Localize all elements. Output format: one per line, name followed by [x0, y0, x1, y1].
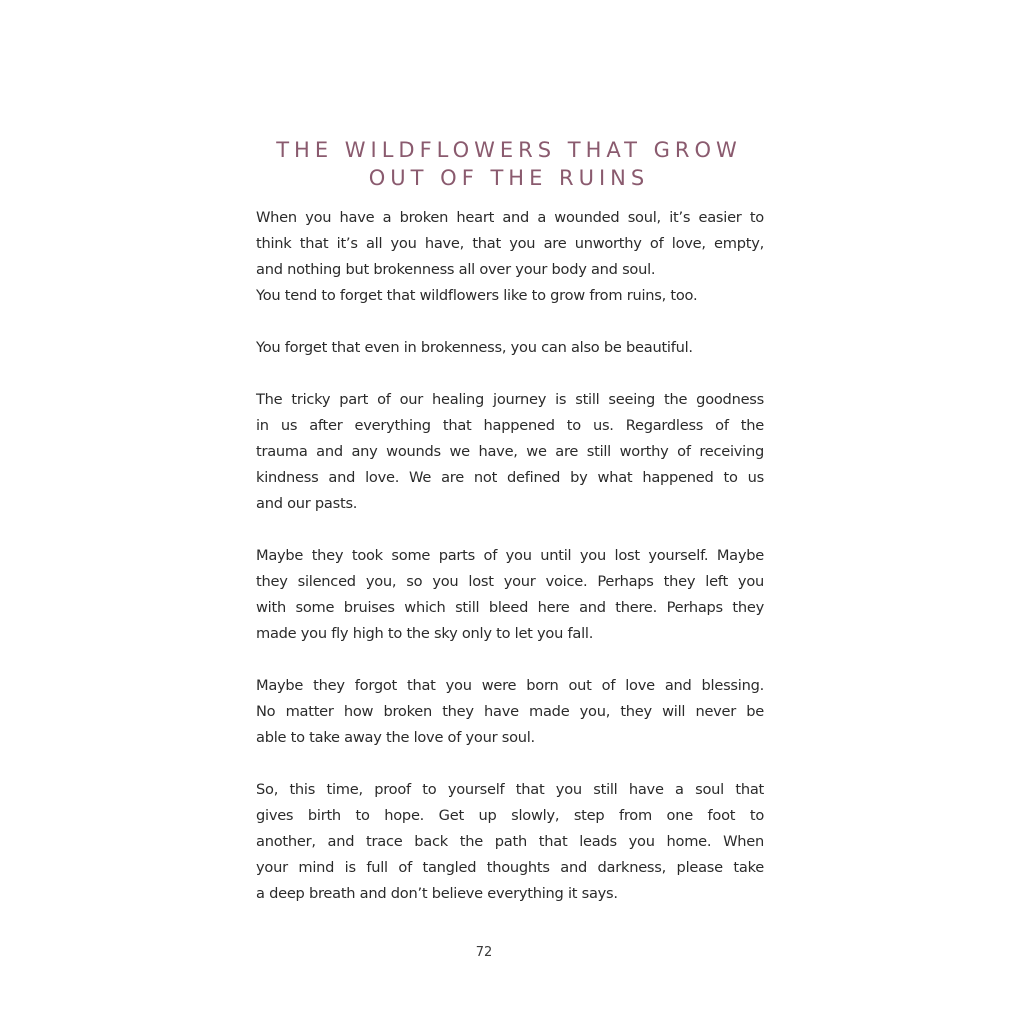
- text-line: No matter how broken they have made you, they will never be: [256, 703, 764, 720]
- paragraph-1: [256, 205, 764, 309]
- paragraph-4: [256, 543, 764, 647]
- text-line: gives birth to hope. Get up slowly, step from one foot to: [256, 807, 764, 824]
- text-line: with some bruises which still bleed here and there. Perhaps they: [256, 599, 764, 616]
- chapter-title-line-2: OUT OF THE RUINS: [368, 166, 650, 191]
- text-line: able to take away the love of your soul.: [256, 729, 535, 746]
- text-line: You tend to forget that wildflowers like to grow from ruins, too.: [256, 287, 698, 304]
- chapter-title-line-1: THE WILDFLOWERS THAT GROW: [276, 138, 742, 163]
- text-line: Maybe they forgot that you were born out of love and blessing.: [256, 677, 764, 694]
- paragraph-2: [256, 335, 764, 361]
- text-line: Maybe they took some parts of you until you lost yourself. Maybe: [256, 547, 764, 564]
- text-line: they silenced you, so you lost your voice. Perhaps they left you: [256, 573, 764, 590]
- text-line: So, this time, proof to yourself that you still have a soul that: [256, 781, 764, 798]
- paragraph-5: [256, 673, 764, 751]
- text-line: When you have a broken heart and a wounded soul, it’s easier to: [256, 209, 764, 226]
- paragraph-6: [256, 777, 764, 907]
- text-line: kindness and love. We are not defined by what happened to us: [256, 469, 764, 486]
- text-line: made you fly high to the sky only to let you fall.: [256, 625, 594, 642]
- text-line: and nothing but brokenness all over your body and soul.: [256, 261, 656, 278]
- body-text: [256, 205, 764, 933]
- text-line: and our pasts.: [256, 495, 358, 512]
- text-line: think that it’s all you have, that you are unworthy of love, empty,: [256, 235, 764, 252]
- chapter-title: [0, 136, 1018, 192]
- paragraph-3: [256, 387, 764, 517]
- text-line: in us after everything that happened to us. Regardless of the: [256, 417, 764, 434]
- text-line: your mind is full of tangled thoughts and darkness, please take: [256, 859, 764, 876]
- text-line: trauma and any wounds we have, we are still worthy of receiving: [256, 443, 764, 460]
- text-line: another, and trace back the path that leads you home. When: [256, 833, 764, 850]
- text-line: a deep breath and don’t believe everything it says.: [256, 885, 618, 902]
- page-number: 72: [475, 945, 493, 960]
- text-line: You forget that even in brokenness, you can also be beautiful.: [256, 339, 693, 356]
- text-line: The tricky part of our healing journey is still seeing the goodness: [256, 391, 764, 408]
